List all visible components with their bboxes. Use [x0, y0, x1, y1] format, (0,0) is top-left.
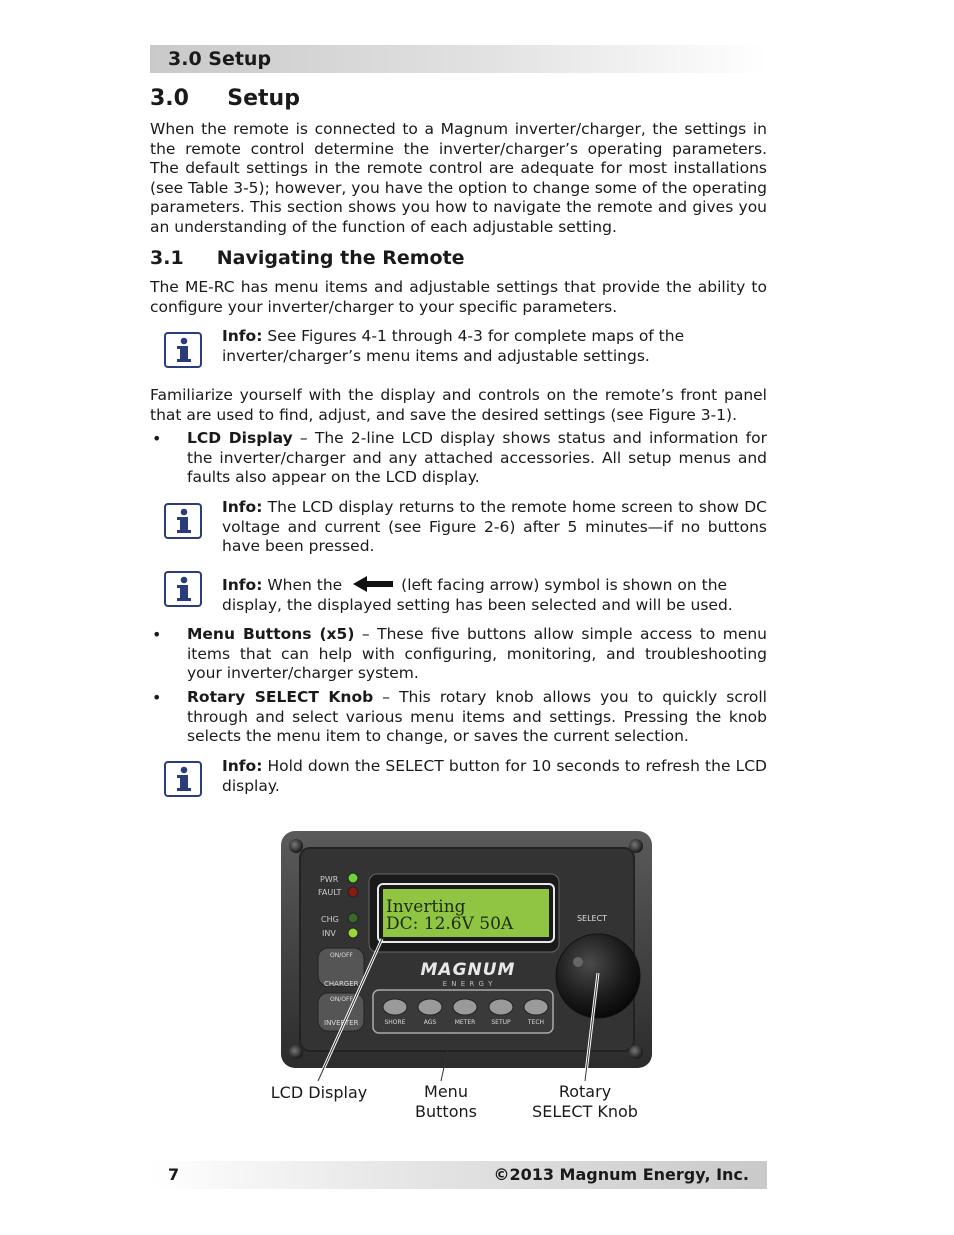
bullet-term: LCD Display	[187, 429, 293, 447]
callout-menu-buttons	[396, 1082, 496, 1121]
section-header-label: 3.0 Setup	[168, 48, 272, 70]
lcd-line-2: DC: 12.6V 50A	[386, 914, 514, 934]
info-body: The LCD display returns to the remote home screen to show DC voltage and current (see Figure 2-6) after 5 minutes—if no buttons have been pressed.	[222, 498, 767, 555]
footer-bar	[150, 1161, 767, 1189]
knob-indent	[573, 957, 583, 967]
callout-rotary-select	[520, 1082, 650, 1121]
info-label: Info:	[222, 498, 263, 516]
menu-button-shore[interactable]	[383, 999, 407, 1015]
led-fault	[348, 887, 358, 897]
bullet-body: – This rotary knob allows you to quickly scroll through and select various menu items and settings. Pressing the knob selects the menu item to change, or saves the current selection.	[187, 688, 767, 745]
charger-onoff-label: ON/OFF	[330, 952, 353, 959]
inverter-onoff-label: ON/OFF	[330, 996, 353, 1003]
screw-icon	[289, 839, 303, 853]
lcd-line-1: Inverting	[386, 897, 466, 917]
familiarize-paragraph: Familiarize yourself with the display and controls on the remote’s front panel that are used to find, adjust, and save the desired settings (see Figure 3-1).	[150, 386, 767, 424]
led-chg	[348, 913, 358, 923]
charger-label: CHARGER	[324, 980, 359, 988]
info-body-post: (left facing arrow) symbol is shown on the display, the displayed setting has been selected and will be used.	[222, 576, 733, 614]
bullet-symbol: •	[152, 625, 162, 644]
callout-rotary-line-2: SELECT Knob	[532, 1101, 638, 1121]
subsection-intro: The ME-RC has menu items and adjustable settings that provide the ability to configure your inverter/charger to your specific parameters.	[150, 278, 767, 316]
inverter-label: INVERTER	[324, 1019, 359, 1027]
screw-icon	[629, 839, 643, 853]
menu-label-shore: SHORE	[384, 1019, 406, 1026]
screw-icon	[289, 1045, 303, 1059]
bullet-body: – The 2-line LCD display shows status and information for the inverter/charger and any attached accessories. All setup menus and faults also appear on the LCD display.	[187, 429, 767, 486]
screw-icon	[629, 1045, 643, 1059]
brand-subtext: E N E R G Y	[442, 980, 494, 988]
callout-menu-line-1: Menu	[424, 1082, 468, 1101]
menu-button-ags[interactable]	[418, 999, 442, 1015]
bullet-symbol: •	[152, 688, 162, 707]
menu-label-ags: AGS	[423, 1019, 437, 1026]
info-label: Info:	[222, 757, 263, 775]
info-body: See Figures 4-1 through 4-3 for complete maps of the inverter/charger’s menu items and adjustable settings.	[222, 327, 685, 365]
menu-label-meter: METER	[454, 1019, 476, 1026]
led-pwr	[348, 873, 358, 883]
led-inv	[348, 928, 358, 938]
footer-copyright: ©2013 Magnum Energy, Inc.	[493, 1165, 749, 1184]
callout-rotary-line-1: Rotary	[558, 1082, 612, 1101]
led-label-inv: INV	[322, 929, 336, 938]
menu-label-setup: SETUP	[491, 1019, 511, 1026]
led-label-fault: FAULT	[318, 888, 342, 897]
info-label: Info:	[222, 576, 263, 594]
subsection-title: 3.1 Navigating the Remote	[150, 247, 465, 269]
bullet-symbol: •	[152, 429, 162, 448]
callout-menu-line-2: Buttons	[415, 1101, 477, 1121]
menu-button-setup[interactable]	[489, 999, 513, 1015]
info-body: Hold down the SELECT button for 10 seconds to refresh the LCD display.	[222, 757, 767, 795]
brand-logo-text: MAGNUM	[420, 960, 516, 980]
bullet-term: Menu Buttons (x5)	[187, 625, 355, 643]
section-intro: When the remote is connected to a Magnum inverter/charger, the settings in the remote control determine the inverter/charger’s operating parameters. The default settings in the remote control are adequate for most installations (see Table 3-5); however, you have the option to change some of the operating parameters. This section shows you how to navigate the remote and gives you an understanding of the function of each adjustable setting.	[150, 120, 767, 236]
led-label-chg: CHG	[321, 915, 339, 924]
callout-lcd-display: LCD Display	[270, 1083, 368, 1102]
info-body-pre: When the	[262, 576, 343, 594]
led-label-pwr: PWR	[320, 875, 339, 884]
page-number: 7	[168, 1165, 180, 1184]
menu-button-tech[interactable]	[524, 999, 548, 1015]
section-title: 3.0 Setup	[150, 86, 300, 111]
info-label: Info:	[222, 327, 263, 345]
bullet-body: – These five buttons allow simple access to menu items that can help with configuring, monitoring, and troubleshooting your inverter/charger system.	[187, 625, 768, 682]
bullet-term: Rotary SELECT Knob	[187, 688, 374, 706]
menu-button-meter[interactable]	[453, 999, 477, 1015]
select-label: SELECT	[576, 914, 608, 923]
menu-label-tech: TECH	[527, 1019, 545, 1026]
